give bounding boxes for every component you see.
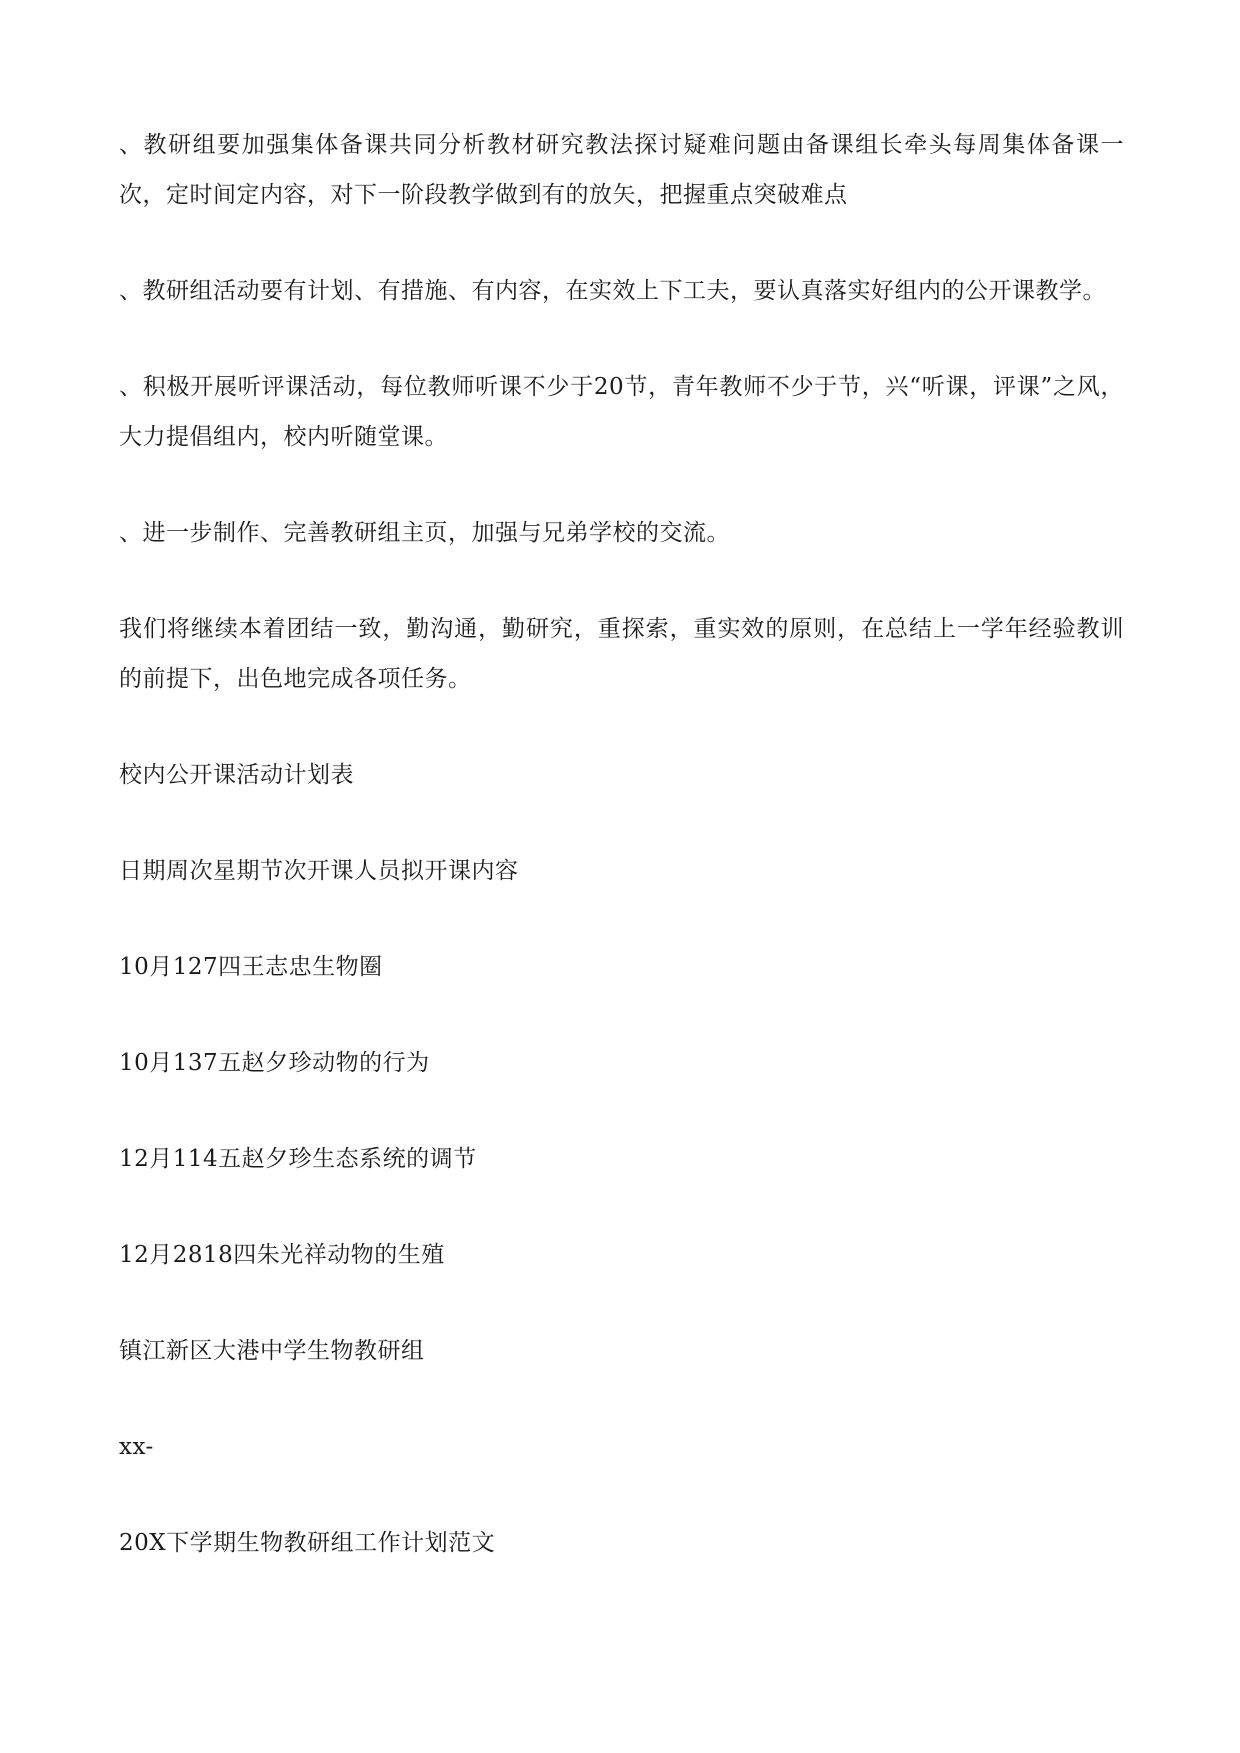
paragraph-homepage: 、进一步制作、完善教研组主页，加强与兄弟学校的交流。 <box>119 520 730 546</box>
table-row: 10月127四王志忠生物圈 <box>119 954 383 980</box>
paragraph-lesson-observation: 、积极开展听评课活动，每位教师听课不少于20节，青年教师不少于节，兴“听课，评课”之风，大力提倡组内，校内听随堂课。 <box>119 374 1124 450</box>
paragraph-group-activities: 、教研组活动要有计划、有措施、有内容，在实效上下工夫，要认真落实好组内的公开课教学。 <box>119 278 1106 304</box>
table-title: 校内公开课活动计划表 <box>119 762 354 788</box>
table-header: 日期周次星期节次开课人员拟开课内容 <box>119 858 519 884</box>
document-date: xx- <box>119 1434 154 1460</box>
next-document-title: 20X下学期生物教研组工作计划范文 <box>119 1530 496 1556</box>
document-body <box>119 120 1124 1614</box>
signature: 镇江新区大港中学生物教研组 <box>119 1338 425 1364</box>
table-row: 12月2818四朱光祥动物的生殖 <box>119 1242 445 1268</box>
paragraph-collective-lesson-prep: 、教研组要加强集体备课共同分析教材研究教法探讨疑难问题由备课组长牵头每周集体备课一次，定时间定内容，对下一阶段教学做到有的放矢，把握重点突破难点 <box>119 132 1124 208</box>
table-row: 10月137五赵夕珍动物的行为 <box>119 1050 430 1076</box>
paragraph-closing: 我们将继续本着团结一致，勤沟通，勤研究，重探索，重实效的原则，在总结上一学年经验教训的前提下，出色地完成各项任务。 <box>119 616 1124 692</box>
table-row: 12月114五赵夕珍生态系统的调节 <box>119 1146 477 1172</box>
